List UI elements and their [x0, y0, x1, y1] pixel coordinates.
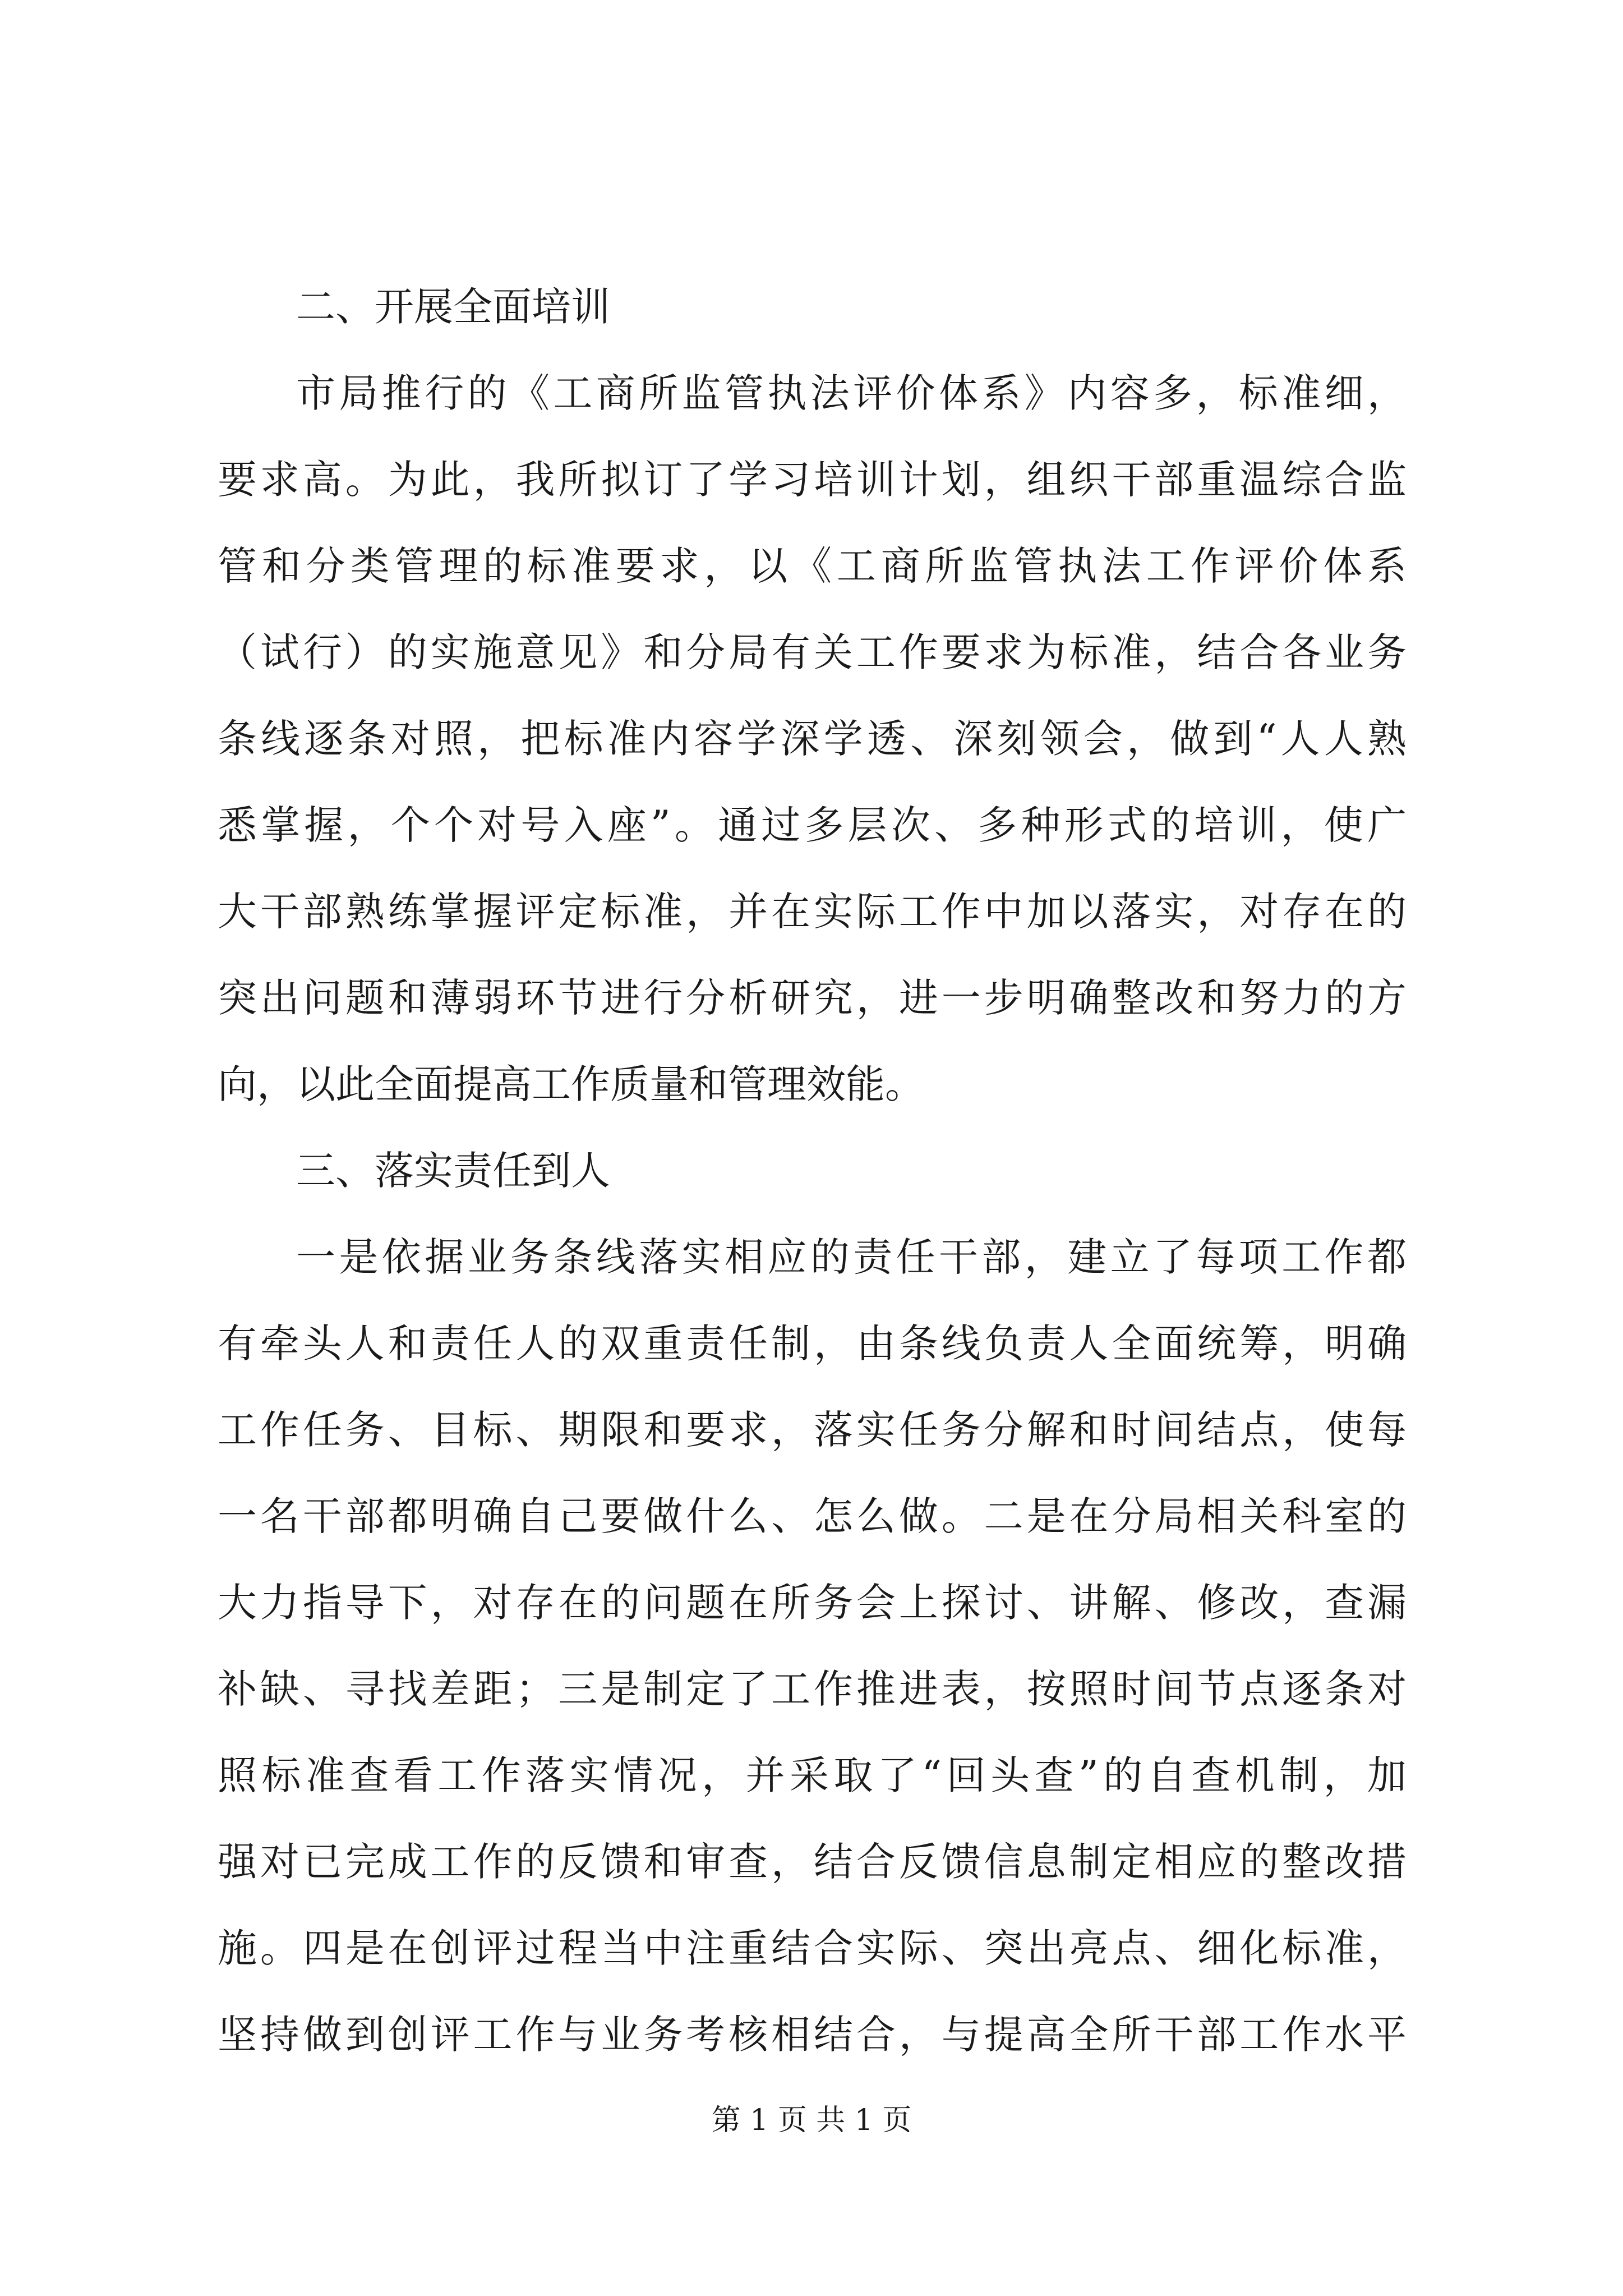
paragraph-line: 大干部熟练掌握评定标准，并在实际工作中加以落实，对存在的 [218, 889, 1407, 935]
paragraph-line: 向，以此全面提高工作质量和管理效能。 [218, 1061, 924, 1107]
paragraph-line: 补缺、寻找差距；三是制定了工作推进表，按照时间节点逐条对 [218, 1666, 1407, 1712]
paragraph-line: 坚持做到创评工作与业务考核相结合，与提高全所干部工作水平 [218, 2012, 1407, 2058]
paragraph-line: 强对已完成工作的反馈和审查，结合反馈信息制定相应的整改措 [218, 1839, 1407, 1885]
page-number-footer: 第 1 页 共 1 页 [711, 2104, 912, 2137]
paragraph-line: 突出问题和薄弱环节进行分析研究，进一步明确整改和努力的方 [218, 975, 1407, 1021]
paragraph-line: 大力指导下，对存在的问题在所务会上探讨、讲解、修改，查漏 [218, 1580, 1407, 1626]
paragraph-line: 条线逐条对照，把标准内容学深学透、深刻领会，做到“人人熟 [218, 716, 1407, 762]
paragraph-line: 施。四是在创评过程当中注重结合实际、突出亮点、细化标准， [218, 1925, 1407, 1971]
paragraph-line: 照标准查看工作落实情况，并采取了“回头查”的自查机制，加 [218, 1752, 1407, 1798]
section-heading-responsibility: 三、落实责任到人 [296, 1148, 610, 1194]
paragraph-line: 管和分类管理的标准要求，以《工商所监管执法工作评价体系 [218, 543, 1407, 589]
section-heading-training: 二、开展全面培训 [296, 284, 610, 330]
document-body [218, 264, 1407, 2078]
paragraph-line: 有牵头人和责任人的双重责任制，由条线负责人全面统筹，明确 [218, 1320, 1407, 1366]
paragraph-line: 要求高。为此，我所拟订了学习培训计划，组织干部重温综合监 [218, 457, 1407, 503]
paragraph-line: （试行）的实施意见》和分局有关工作要求为标准，结合各业务 [218, 629, 1407, 675]
paragraph-line: 一名干部都明确自己要做什么、怎么做。二是在分局相关科室的 [218, 1493, 1407, 1539]
paragraph-line: 一是依据业务条线落实相应的责任干部，建立了每项工作都 [296, 1234, 1407, 1280]
paragraph-line: 工作任务、目标、期限和要求，落实任务分解和时间结点，使每 [218, 1407, 1407, 1453]
paragraph-line: 悉掌握，个个对号入座”。通过多层次、多种形式的培训，使广 [218, 802, 1407, 848]
paragraph-line: 市局推行的《工商所监管执法评价体系》内容多，标准细， [296, 370, 1407, 416]
